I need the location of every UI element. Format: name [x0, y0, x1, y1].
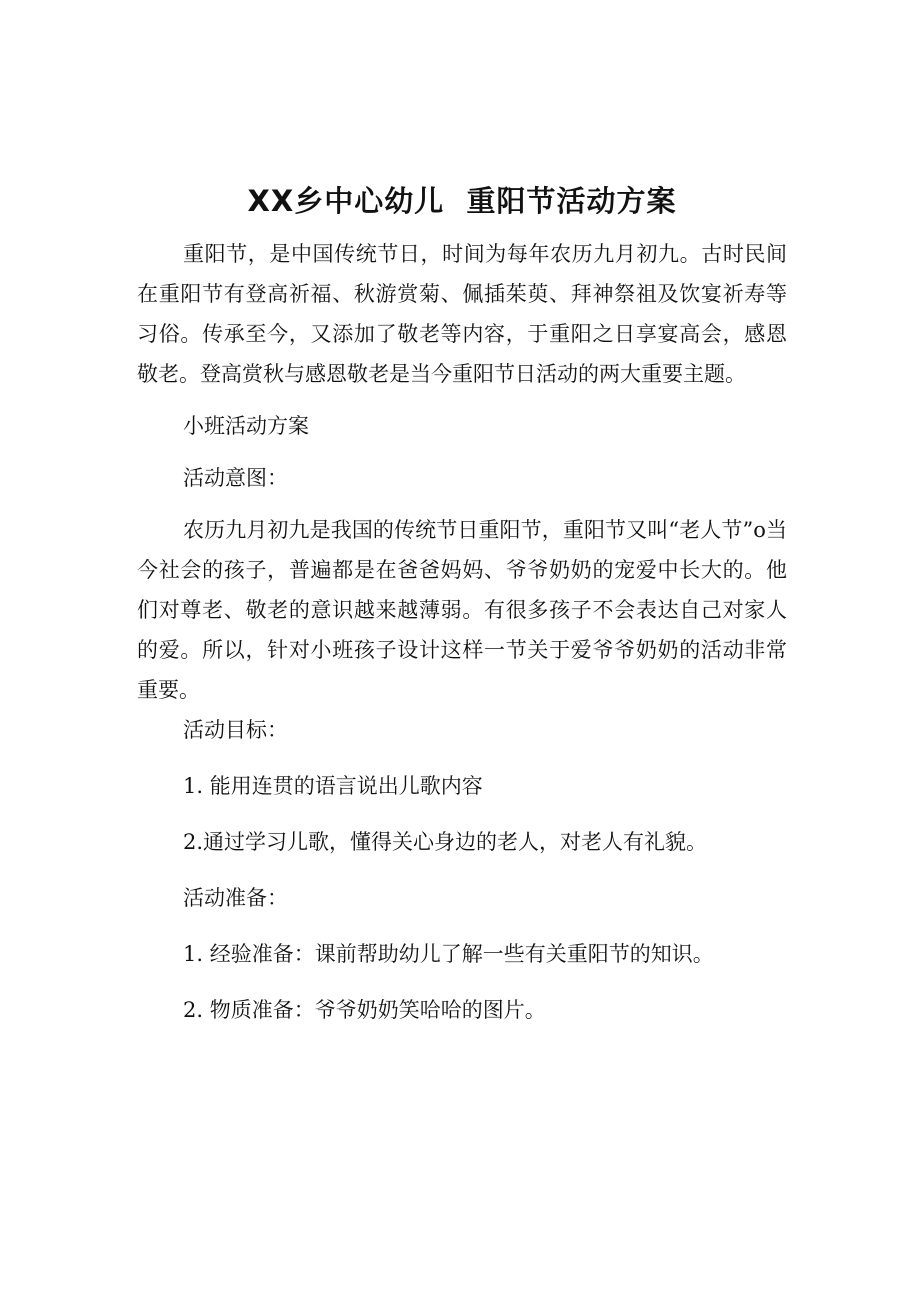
intro-paragraph: 重阳节，是中国传统节日，时间为每年农历九月初九。古时民间在重阳节有登高祈福、秋游赏菊、佩插茱萸、拜神祭祖及饮宴祈寿等习俗。传承至今，又添加了敬老等内容，于重阳之日享宴高会，感恩敬老。登高赏秋与感恩敬老是当今重阳节日活动的两大重要主题。	[137, 242, 787, 386]
intent-heading: 活动意图：	[183, 466, 288, 490]
goal-item-1: 1. 能用连贯的语言说出儿歌内容	[183, 774, 483, 798]
intent-paragraph: 农历九月初九是我国的传统节日重阳节，重阳节又叫“老人节”o当今社会的孩子，普遍都是在爸爸妈妈、爷爷奶奶的宠爱中长大的。他们对尊老、敬老的意识越来越薄弱。有很多孩子不会表达自己对家人的爱。所以，针对小班孩子设计这样一节关于爱爷爷奶奶的活动非常重要。	[137, 518, 787, 702]
prep-item-2: 2. 物质准备：爷爷奶奶笑哈哈的图片。	[183, 998, 546, 1022]
prep-item-1: 1. 经验准备：课前帮助幼儿了解一些有关重阳节的知识。	[183, 942, 714, 966]
section-heading: 小班活动方案	[183, 414, 309, 438]
document-page	[137, 176, 787, 1030]
goal-item-2: 2.通过学习儿歌，懂得关心身边的老人，对老人有礼貌。	[183, 830, 708, 854]
prep-heading: 活动准备：	[183, 886, 288, 910]
document-title: XX乡中心幼儿 重阳节活动方案	[247, 184, 677, 218]
goals-heading: 活动目标：	[183, 718, 288, 742]
